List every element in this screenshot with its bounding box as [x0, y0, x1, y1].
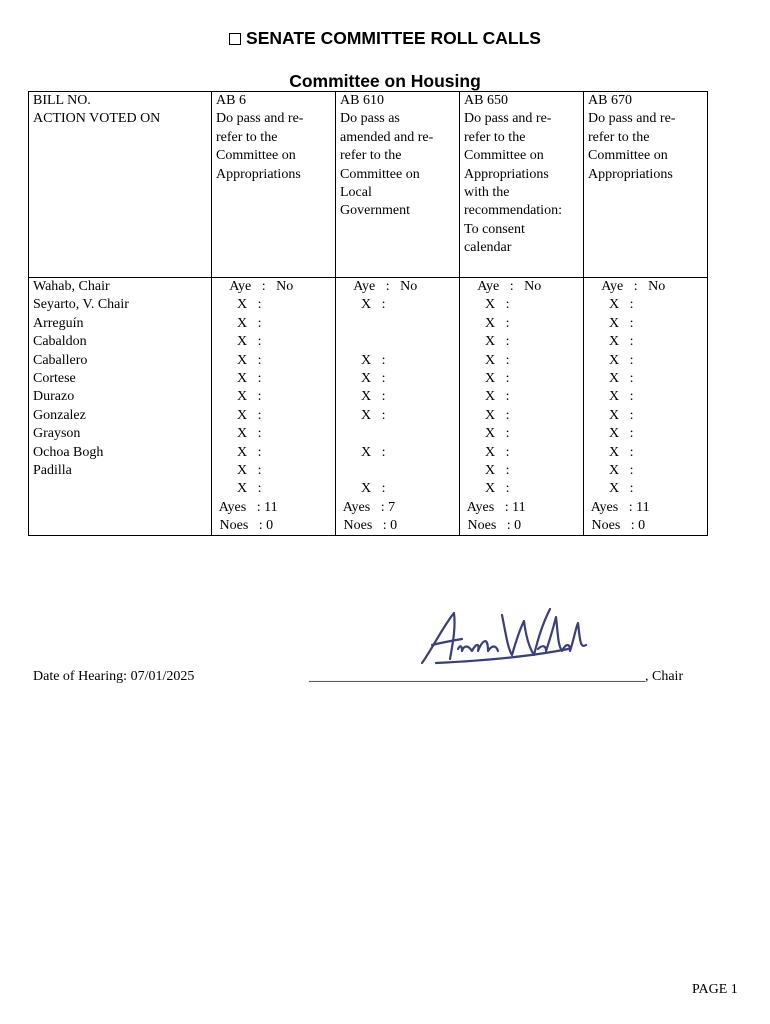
vote-mark: X : — [588, 315, 634, 331]
vote-column — [584, 278, 708, 536]
member-name: Seyarto, V. Chair — [33, 297, 129, 313]
action-text-line: amended and re- — [340, 129, 434, 145]
member-name: Grayson — [33, 426, 81, 442]
chair-signature — [418, 605, 588, 671]
bill-header-cell — [212, 92, 336, 278]
member-name: Gonzalez — [33, 407, 86, 423]
action-text-line: refer to the — [588, 129, 650, 145]
vote-mark: X : — [340, 444, 386, 460]
vote-mark: X : — [340, 370, 386, 386]
vote-mark: X : — [464, 352, 510, 368]
vote-mark: X : — [464, 389, 510, 405]
vote-mark — [340, 333, 455, 351]
vote-mark: X : — [464, 297, 510, 313]
action-text-line: Appropriations — [588, 166, 673, 182]
vote-mark: X : — [588, 426, 634, 442]
vote-mark: X : — [216, 426, 262, 442]
action-text-line: Committee on — [340, 166, 420, 182]
vote-column — [336, 278, 460, 536]
roll-call-table — [28, 91, 708, 536]
noes-total: Noes : 0 — [464, 518, 522, 534]
committee-name: Committee on Housing — [289, 71, 481, 91]
action-text-line: calendar — [464, 240, 512, 256]
vote-mark: X : — [464, 370, 510, 386]
ayes-total: Ayes : 11 — [216, 499, 278, 515]
bill-header-cell — [584, 92, 708, 278]
vote-mark: X : — [588, 334, 634, 350]
vote-mark: X : — [464, 462, 510, 478]
vote-mark: X : — [464, 407, 510, 423]
vote-mark: X : — [588, 389, 634, 405]
vote-mark: X : — [216, 315, 262, 331]
member-name: Durazo — [33, 389, 75, 405]
action-text-line: Committee on — [216, 148, 296, 164]
action-voted-on-label: ACTION VOTED ON — [33, 111, 161, 127]
vote-header: Aye : No — [216, 279, 294, 294]
action-text-line: Committee on — [588, 148, 668, 164]
vote-mark: X : — [216, 352, 262, 368]
bill-header-cell — [460, 92, 584, 278]
action-text-line: with the — [464, 185, 510, 201]
label-header-cell — [29, 92, 212, 278]
vote-mark: X : — [216, 370, 262, 386]
vote-column — [212, 278, 336, 536]
member-name: Wahab, Chair — [33, 279, 110, 294]
member-name: Caballero — [33, 352, 88, 368]
vote-mark: X : — [588, 297, 634, 313]
bill-number: AB 650 — [464, 93, 508, 108]
vote-mark: X : — [340, 352, 386, 368]
checkbox-icon — [229, 33, 241, 45]
member-name: Cabaldon — [33, 334, 87, 350]
member-name: Arreguín — [33, 315, 84, 331]
noes-total: Noes : 0 — [216, 518, 274, 534]
noes-total: Noes : 0 — [340, 518, 398, 534]
vote-mark: X : — [464, 481, 510, 497]
action-text-line: Appropriations — [216, 166, 301, 182]
bill-number: AB 670 — [588, 93, 632, 108]
header-row — [29, 92, 708, 278]
ayes-total: Ayes : 7 — [340, 499, 396, 515]
vote-mark: X : — [588, 481, 634, 497]
document-title — [0, 28, 770, 49]
vote-mark: X : — [216, 297, 262, 313]
action-text-line: refer to the — [216, 129, 278, 145]
vote-column — [460, 278, 584, 536]
bill-no-label: BILL NO. — [33, 93, 91, 108]
vote-mark: X : — [340, 297, 386, 313]
member-name: Padilla — [33, 462, 72, 478]
vote-mark: X : — [464, 334, 510, 350]
votes-row — [29, 278, 708, 536]
action-text-line: Do pass and re- — [588, 111, 676, 127]
action-text-line: Committee on — [464, 148, 544, 164]
action-text-line: To consent — [464, 221, 525, 237]
vote-mark: X : — [216, 444, 262, 460]
vote-mark: X : — [216, 462, 262, 478]
vote-mark: X : — [340, 481, 386, 497]
action-text-line: Do pass and re- — [464, 111, 552, 127]
vote-mark: X : — [340, 407, 386, 423]
vote-mark: X : — [340, 389, 386, 405]
action-text-line: Do pass and re- — [216, 111, 304, 127]
vote-mark: X : — [588, 462, 634, 478]
bill-number: AB 6 — [216, 93, 246, 108]
member-name: Ochoa Bogh — [33, 444, 104, 460]
vote-header: Aye : No — [588, 279, 666, 294]
vote-mark — [340, 315, 455, 333]
title-text: SENATE COMMITTEE ROLL CALLS — [246, 28, 541, 48]
vote-mark: X : — [588, 407, 634, 423]
member-name: Cortese — [33, 370, 76, 386]
vote-mark: X : — [464, 444, 510, 460]
vote-mark: X : — [216, 334, 262, 350]
member-names-cell — [29, 278, 212, 536]
vote-header: Aye : No — [464, 279, 542, 294]
bill-number: AB 610 — [340, 93, 384, 108]
vote-mark: X : — [464, 426, 510, 442]
vote-mark: X : — [216, 407, 262, 423]
ayes-total: Ayes : 11 — [588, 499, 650, 515]
vote-header: Aye : No — [340, 279, 418, 294]
action-text-line: refer to the — [340, 148, 402, 164]
vote-mark: X : — [588, 370, 634, 386]
vote-mark: X : — [588, 444, 634, 460]
noes-total: Noes : 0 — [588, 518, 646, 534]
action-text-line: Do pass as — [340, 111, 400, 127]
ayes-total: Ayes : 11 — [464, 499, 526, 515]
vote-mark: X : — [216, 389, 262, 405]
signature-line: ________________________________________________, Chair — [309, 669, 684, 684]
vote-mark: X : — [216, 481, 262, 497]
bill-header-cell — [336, 92, 460, 278]
vote-mark — [340, 462, 455, 480]
action-text-line: Government — [340, 203, 410, 219]
vote-mark: X : — [588, 352, 634, 368]
action-text-line: refer to the — [464, 129, 526, 145]
vote-mark — [340, 425, 455, 443]
vote-mark: X : — [464, 315, 510, 331]
page-number: PAGE 1 — [692, 982, 738, 997]
action-text-line: Local — [340, 185, 372, 201]
date-of-hearing: Date of Hearing: 07/01/2025 — [33, 669, 195, 684]
action-text-line: Appropriations — [464, 166, 549, 182]
action-text-line: recommendation: — [464, 203, 562, 219]
